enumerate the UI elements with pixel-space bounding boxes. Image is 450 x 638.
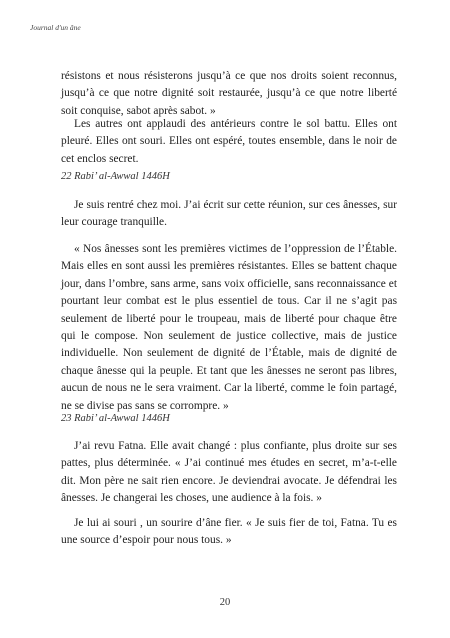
paragraph-quote-anesses: « Nos ânesses sont les premières victimes de l’oppression de l’Étable. Mais elles en sont aussi les premières résistantes. Elles se battent chaque jour, dans l’ombre, sans arme, sans voix officielle, sans reconnaissance et pourtant leur combat est le plus essentiel de tous. Car il ne s’agit pas seulement de liberté pour le troupeau, mais de liberté pour chaque être qui le compose. Non seulement de justice collective, mais de justice individuelle. Non seulement de dignité de l’Étable, mais de dignité de chaque ânesse qui la peuple. Et tant que les ânesses ne seront pas libres, aucun de nous ne le sera vraiment. Car la liberté, comme le foin partagé, ne se divise pas sans se corrompre. » <box>61 243 397 412</box>
running-header: Journal d'un âne <box>30 23 81 32</box>
paragraph-smile: Je lui ai souri , un sourire d’âne fier. « Je suis fier de toi, Fatna. Tu es une source d’espoir pour nous tous. » <box>61 517 397 547</box>
paragraph-returned-home: Je suis rentré chez moi. J’ai écrit sur cette réunion, sur ces ânesses, sur leur courage tranquille. <box>61 199 397 229</box>
journal-date: 23 Rabi’ al-Awwal 1446H <box>61 413 170 424</box>
page-number: 20 <box>219 597 231 608</box>
journal-date: 22 Rabi’ al-Awwal 1446H <box>61 171 170 182</box>
paragraph-fatna: J’ai revu Fatna. Elle avait changé : plus confiante, plus droite sur ses pattes, plus déterminée. « J’ai continué mes études en secret, m’a-t-elle dit. Mon père ne sait rien encore. Je deviendrai avocate. Je défendrai les ânesses. Je changerai les choses, une audience à la fois. » <box>61 440 397 505</box>
paragraph-speech-end: résistons et nous résisterons jusqu’à ce que nos droits soient reconnus, jusqu’à ce que notre dignité soit restaurée, jusqu’à ce que notre liberté soit conquise, sabot après sabot. » <box>61 70 397 117</box>
paragraph-applause: Les autres ont applaudi des antérieurs contre le sol battu. Elles ont pleuré. Elles ont souri. Elles ont espéré, toutes ensemble, dans le noir de cet enclos secret. <box>61 118 397 165</box>
